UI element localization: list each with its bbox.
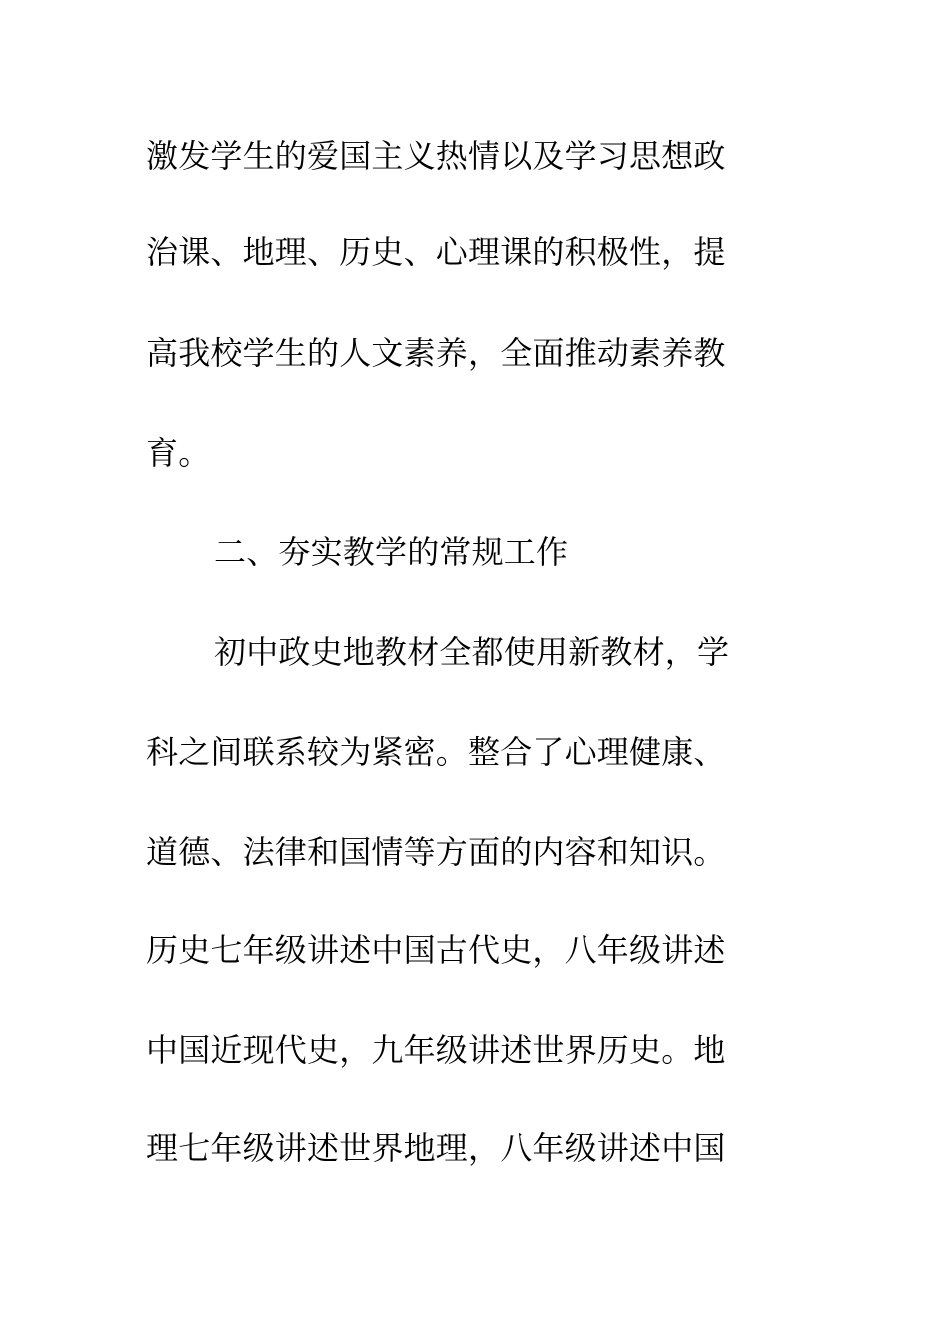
text-line: 理七年级讲述世界地理，八年级讲述中国 — [146, 1129, 726, 1167]
text-line: 历史七年级讲述中国古代史，八年级讲述 — [146, 931, 726, 969]
text-line: 道德、法律和国情等方面的内容和知识。 — [146, 833, 726, 871]
section-heading: 二、夯实教学的常规工作 — [214, 533, 569, 571]
text-line: 中国近现代史，九年级讲述世界历史。地 — [146, 1031, 726, 1069]
text-line: 育。 — [146, 434, 211, 472]
text-line: 治课、地理、历史、心理课的积极性，提 — [146, 233, 726, 271]
text-line: 激发学生的爱国主义热情以及学习思想政 — [146, 137, 726, 175]
text-line: 高我校学生的人文素养，全面推动素养教 — [146, 334, 726, 372]
text-line: 科之间联系较为紧密。整合了心理健康、 — [146, 733, 726, 771]
text-line: 初中政史地教材全都使用新教材，学 — [214, 633, 730, 671]
